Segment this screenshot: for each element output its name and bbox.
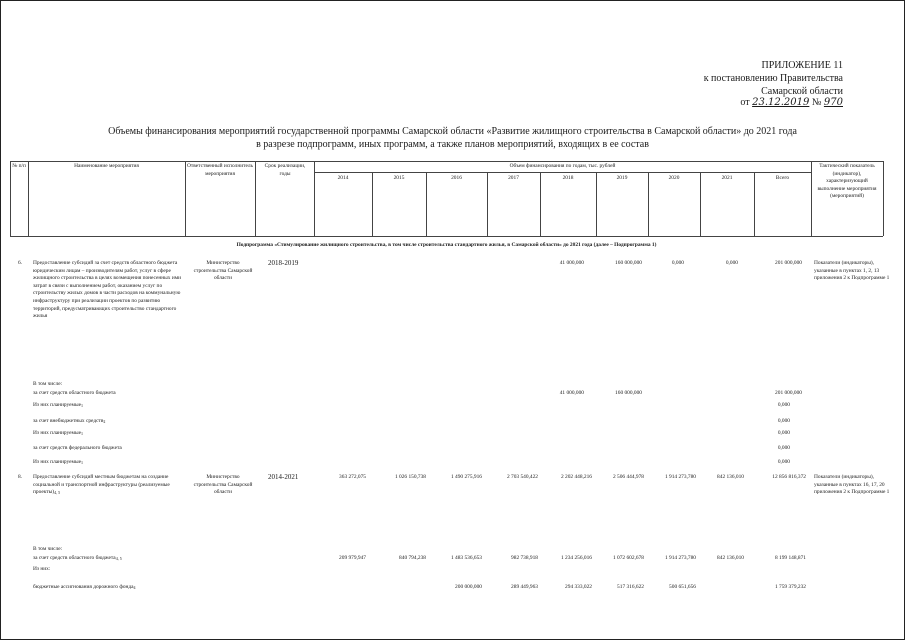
value-2021: 842 136,010 xyxy=(717,555,744,561)
value-2018: 1 234 256,016 xyxy=(561,555,592,561)
row-number: 8. xyxy=(18,474,23,480)
source-label: за счет средств федерального бюджета xyxy=(33,445,122,451)
value-2016: 200 000,000 xyxy=(455,584,482,590)
col-border xyxy=(314,161,315,236)
col-header-total: Всего xyxy=(775,175,790,181)
col-header-year: 2020 xyxy=(668,175,680,181)
appendix-region: Самарской области xyxy=(761,86,843,97)
value-total: 1 759 379,232 xyxy=(775,584,806,590)
source-label: Из них: xyxy=(33,566,51,572)
value-2019: 160 000,000 xyxy=(615,390,642,396)
activity-name: Предоставление субсидий за счет средств областного бюджета юридическим лицам – производителям работ, услуг в сфере жилищного строительства в целях возмещения понесенных ими затрат в связи с выполнением работ, оказанием услуг по строительству жилых домов в части расходов на коммунальную инфраструктуру при реализации проектов по развитию территорий, предусматривающих строительство стандартного жилья xyxy=(33,260,182,320)
col-header-num: № п/п xyxy=(12,163,26,169)
table-top-border xyxy=(10,161,883,162)
value-total: 201 000,000 xyxy=(775,260,802,266)
value-2019: 517 316,622 xyxy=(617,584,644,590)
responsible-executor: Министерство строительства Самарской области xyxy=(193,260,253,282)
appendix-subtitle: к постановлению Правительства xyxy=(703,73,843,84)
value-total: 0,000 xyxy=(777,418,790,424)
col-border xyxy=(811,161,812,236)
value-2019: 1 072 602,678 xyxy=(613,555,644,561)
implementation-term: 2014-2021 xyxy=(268,473,299,481)
value-2017: 982 738,918 xyxy=(511,555,538,561)
document-subtitle: в разрезе подпрограмм, иных программ, а также планов мероприятий, входящих в ее состав xyxy=(256,139,649,150)
included-label: В том числе: xyxy=(33,381,63,387)
source-label: за счет средств областного бюджета xyxy=(33,390,116,396)
value-2016: 1 490 275,916 xyxy=(451,474,482,480)
source-label: Из них планируемые$^1$ xyxy=(33,459,83,465)
value-2017: 289 449,963 xyxy=(511,584,538,590)
activity-name: Предоставление субсидий местным бюджетам на создание социальной и транспортной инфраструктуры (реализуемые проекты)$^{4, 5}$ xyxy=(33,474,170,496)
from-label: от xyxy=(740,97,750,108)
appendix-title: ПРИЛОЖЕНИЕ 11 xyxy=(761,60,843,71)
value-2016: 1 483 536,653 xyxy=(451,555,482,561)
value-2018: 41 000,000 xyxy=(559,260,584,266)
header-bottom-border xyxy=(10,236,883,237)
value-2018: 41 000,000 xyxy=(559,390,584,396)
col-border xyxy=(28,161,29,236)
col-header-executor: Ответственный исполнитель мероприятия xyxy=(187,163,253,177)
col-header-term: Срок реализации, годы xyxy=(264,163,306,177)
number-label: № xyxy=(811,97,822,108)
value-2021: 842 136,010 xyxy=(717,474,744,480)
value-total: 0,000 xyxy=(777,402,790,408)
implementation-term: 2018-2019 xyxy=(268,259,299,267)
value-2020: 500 651,656 xyxy=(669,584,696,590)
source-label: Из них планируемые$^1$ xyxy=(33,402,83,408)
document-title: Объемы финансирования мероприятий государственной программы Самарской области «Развитие жилищного строительства в Самарской области» до 2021 года xyxy=(108,126,797,137)
value-2017: 2 703 540,422 xyxy=(507,474,538,480)
col-header-year: 2018 xyxy=(562,175,574,181)
years-header-divider xyxy=(314,172,811,173)
value-total: 8 199 148,871 xyxy=(775,555,806,561)
col-border xyxy=(883,161,884,236)
col-border xyxy=(185,161,186,236)
decree-date: 23.12.2019 xyxy=(752,97,810,108)
col-header-year: 2015 xyxy=(393,175,405,181)
col-border xyxy=(10,161,11,236)
indicator-reference: Показатели (индикаторы), указанные в пунктах 1, 2, 13 приложения 2 к Подпрограмме 1 xyxy=(814,260,890,282)
col-header-year: 2019 xyxy=(616,175,628,181)
col-header-indicators: Тактический показатель (индикатор), характеризующий выполнение мероприятия (мероприятий) xyxy=(817,163,877,200)
col-header-year: 2017 xyxy=(508,175,519,181)
col-border xyxy=(255,161,256,236)
included-label: В том числе: xyxy=(33,546,63,552)
col-header-name: Наименование мероприятия xyxy=(74,163,139,169)
col-header-year: 2016 xyxy=(451,175,462,181)
value-total: 0,000 xyxy=(777,445,790,451)
source-label: за счет средств областного бюджета$^{4, 5}$ xyxy=(33,555,122,561)
responsible-executor: Министерство строительства Самарской области xyxy=(193,474,253,496)
value-total: 12 856 816,372 xyxy=(772,474,806,480)
value-2015: 840 794,238 xyxy=(399,555,426,561)
value-2019: 160 000,000 xyxy=(615,260,642,266)
source-label: за счет внебюджетных средств$^2$ xyxy=(33,418,106,424)
col-header-year: 2021 xyxy=(721,175,733,181)
value-2015: 1 026 150,738 xyxy=(395,474,426,480)
subprogram-heading: Подпрограмма «Стимулирование жилищного строительства, в том числе строительства стандартного жилья, в Самарской области» до 2021 года (далее – Подпрограмма 1) xyxy=(236,242,657,248)
value-2018: 2 202 448,216 xyxy=(561,474,592,480)
value-total: 0,000 xyxy=(777,459,790,465)
value-2021: 0,000 xyxy=(725,260,738,266)
indicator-reference: Показатели (индикаторы), указанные в пунктах 16, 17, 20 приложения 2 к Подпрограмме 1 xyxy=(814,474,890,496)
value-2020: 1 914 273,780 xyxy=(665,555,696,561)
row-number: 6. xyxy=(18,260,23,266)
value-2020: 0,000 xyxy=(671,260,684,266)
col-header-funding: Объем финансирования по годам, тыс. рублей xyxy=(509,163,616,169)
source-label: Из них планируемые$^1$ xyxy=(33,430,83,436)
col-header-year: 2014 xyxy=(337,175,349,181)
source-label: бюджетные ассигнования дорожного фонда$^4$ xyxy=(33,584,136,590)
value-2020: 1 914 273,780 xyxy=(665,474,696,480)
decree-number: 970 xyxy=(823,97,843,108)
value-total: 0,000 xyxy=(777,430,790,436)
value-2014: 363 272,075 xyxy=(339,474,366,480)
value-total: 201 000,000 xyxy=(775,390,802,396)
value-2018: 294 333,022 xyxy=(565,584,592,590)
decree-line xyxy=(740,96,843,109)
value-2019: 2 506 444,978 xyxy=(613,474,644,480)
value-2014: 209 979,947 xyxy=(339,555,366,561)
